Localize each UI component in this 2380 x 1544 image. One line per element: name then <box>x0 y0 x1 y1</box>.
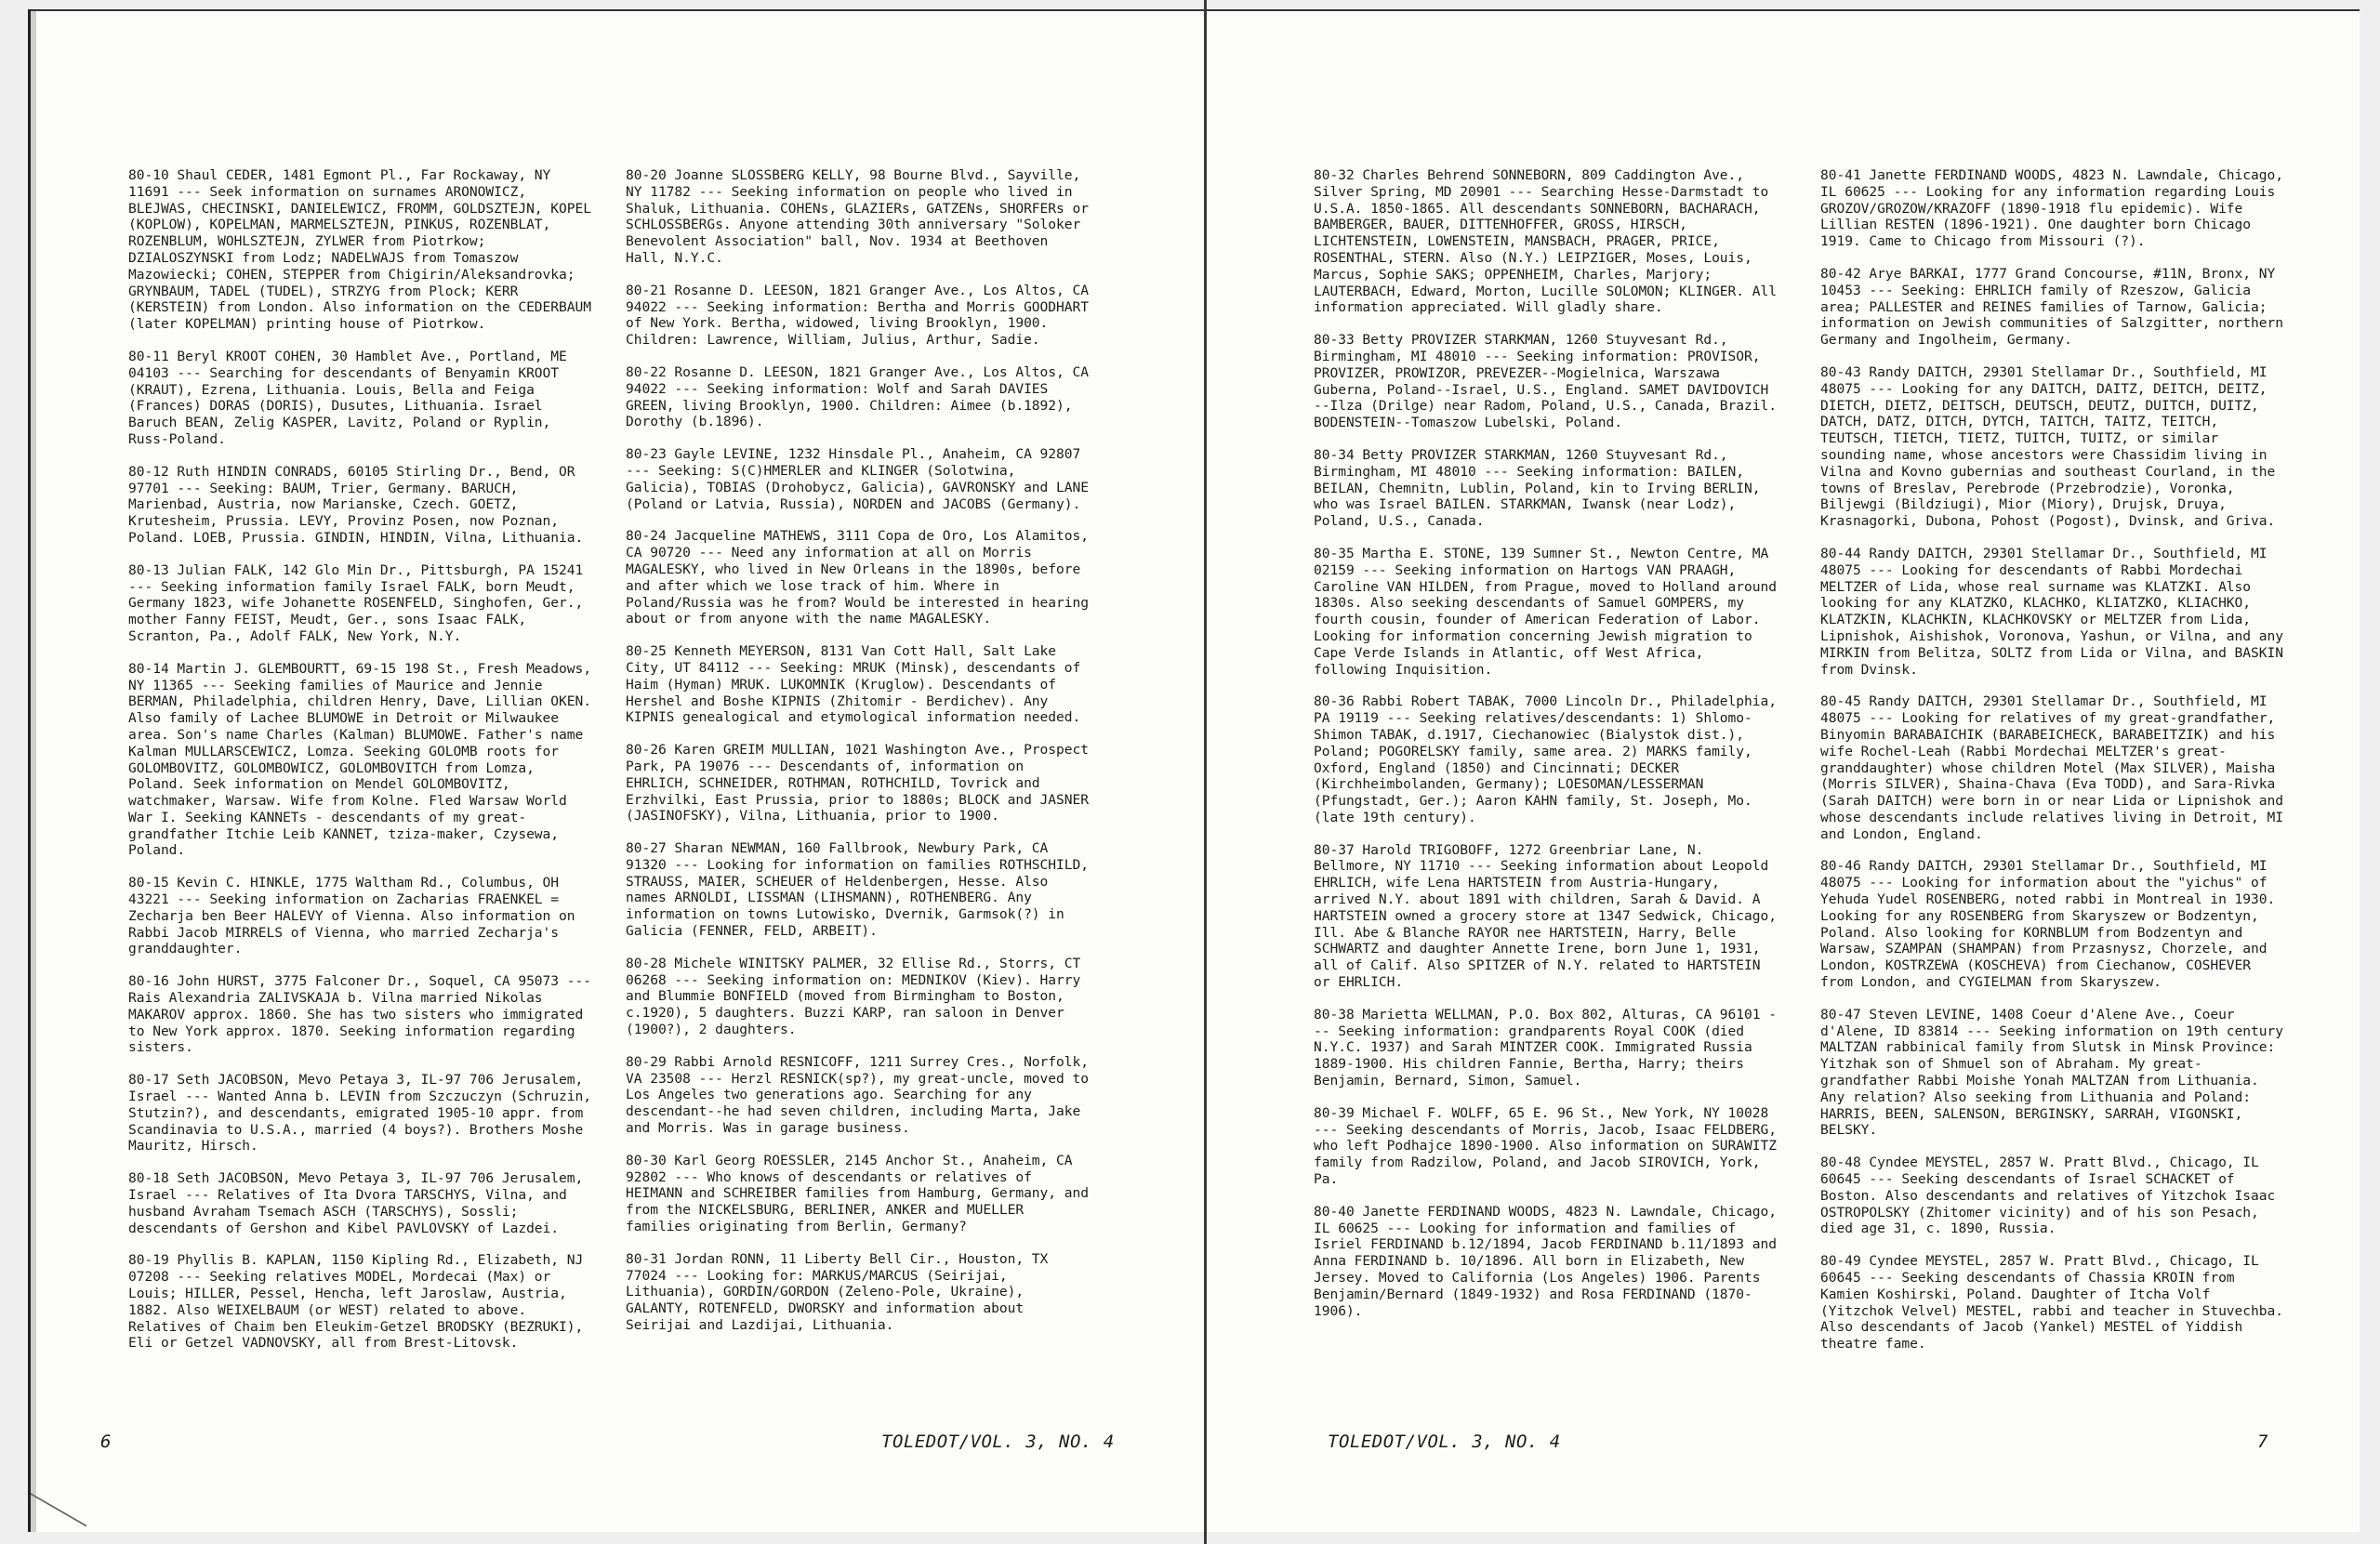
query-entry: 80-44 Randy DAITCH, 29301 Stellamar Dr., Southfield, MI 48075 --- Looking for descendants of Rabbi Mordechai MELTZER of Lida, whose real surname was KLATZKI. Also looking for any KLATZKO, KLACHKO, KLIATZKO, KLIACHKO, KLATZKIN, KLACHKIN, KLACHKOVSKY or MELTZER from Lida, Lipnishok, Aishishok, Voronova, Yashun, or Vilna, and any MIRKIN from Belitza, SOLTZ from Lida or Vilna, and BASKIN from Dvinsk. <box>1820 545 2283 678</box>
query-entry: 80-11 Beryl KROOT COHEN, 30 Hamblet Ave., Portland, ME 04103 --- Searching for descendants of Benyamin KROOT (KRAUT), Ezrena, Lithuania. Louis, Bella and Feiga (Frances) DORAS (DORIS), Dusutes, Lithuania. Israel Baruch BEAN, Zelig KASPER, Lavitz, Poland or Ryplin, Russ-Poland. <box>128 348 567 447</box>
query-entry: 80-46 Randy DAITCH, 29301 Stellamar Dr., Southfield, MI 48075 --- Looking for information about the "yichus" of Yehuda Yudel ROSENBERG, noted rabbi in Montreal in 1930. Looking for any ROSENBERG from Skaryszew or Bodzentyn, Poland. Also looking for KORNBLUM from Bodzentyn and Warsaw, SZAMPAN (SHAMPAN) from Przasnysz, Chorzele, and London, KOSTRZEWA (KOSCHEVA) from Ciechanow, COSHEVER from London, and CYGIELMAN from Skaryszew. <box>1820 858 2276 991</box>
query-entry: 80-41 Janette FERDINAND WOODS, 4823 N. Lawndale, Chicago, IL 60625 --- Looking for any information regarding Louis GROZOV/GROZOW/KRAZOFF (1890-1918 flu epidemic). Wife Lillian RESTEN (1896-1921). One daughter born Chicago 1919. Came to Chicago from Missouri (?). <box>1820 167 2283 250</box>
query-entry: 80-19 Phyllis B. KAPLAN, 1150 Kipling Rd., Elizabeth, NJ 07208 --- Seeking relatives MODEL, Mordecai (Max) or Louis; HILLER, Pessel, Hencha, left Jaroslaw, Austria, 1882. Also WEIXELBAUM (or WEST) related to above. Relatives of Chaim ben Eleukim-Getzel BRODSKY (BEZRUKI), Eli or Getzel VADNOVSKY, all from Brest-Litovsk. <box>128 1252 584 1352</box>
right-page-column-1 <box>1314 167 1783 1335</box>
left-page-column-2 <box>626 167 1095 1350</box>
running-footer: TOLEDOT/VOL. 3, NO. 4 <box>1328 1432 1561 1452</box>
query-entry: 80-43 Randy DAITCH, 29301 Stellamar Dr., Southfield, MI 48075 --- Looking for any DAITCH, DAITZ, DEITCH, DEITZ, DIETCH, DIETZ, DEITSCH, DEUTSCH, DEUTZ, DUITCH, DUITZ, DATCH, DATZ, DITCH, DYTCH, TAITCH, TAITZ, TEITCH, TEUTSCH, TIETCH, TIETZ, TUITCH, TUITZ, or similar sounding name, whose ancestors were Chassidim living in Vilna and Kovno gubernias and southeast Courland, in the towns of Breslav, Perebrode (Przebrodzie), Voronka, Biljewgi (Bildziugi), Mior (Miory), Drujsk, Druya, Krasnagorki, Dubona, Pohost (Pogost), Dvinsk, and Griva. <box>1820 363 2276 530</box>
page-curl-mark <box>31 1493 86 1532</box>
query-entry: 80-24 Jacqueline MATHEWS, 3111 Copa de Oro, Los Alamitos, CA 90720 --- Need any information at all on Morris MAGALESKY, who lived in New Orleans in the 1890s, before and after which we lose track of him. Where in Poland/Russia was he from? Would be interested in hearing about or from anyone with the name MAGALESKY. <box>626 528 1089 627</box>
query-entry: 80-47 Steven LEVINE, 1408 Coeur d'Alene Ave., Coeur d'Alene, ID 83814 --- Seeking information on 19th century MALTZAN rabbinical family from Slutsk in Minsk Province: Yitzhak son of Shmuel son of Abraham. My great-grandfather Rabbi Moishe Yonah MALTZAN from Lithuania. Any relation? Also seeking from Lithuania and Poland: HARRIS, BEEN, SALENSON, BERGINSKY, SARRAH, VIGONSKI, BELSKY. <box>1820 1006 2283 1139</box>
query-entry: 80-15 Kevin C. HINKLE, 1775 Waltham Rd., Columbus, OH 43221 --- Seeking information on Zacharias FRAENKEL = Zecharja ben Beer HALEVY of Vienna. Also information on Rabbi Jacob MIRRELS of Vienna, who married Zecharja's granddaughter. <box>128 875 575 957</box>
query-entry: 80-42 Arye BARKAI, 1777 Grand Concourse, #11N, Bronx, NY 10453 --- Seeking: EHRLICH family of Rzeszow, Galicia area; PALLESTER and REINES families of Tarnow, Galicia; information on Jewish communities of Salzgitter, northern Germany and Ingolheim, Germany. <box>1820 265 2283 349</box>
query-entry: 80-22 Rosanne D. LEESON, 1821 Granger Ave., Los Altos, CA 94022 --- Seeking information: Wolf and Sarah DAVIES GREEN, living Brooklyn, 1900. Children: Aimee (b.1892), Dorothy (b.1896). <box>626 363 1089 430</box>
query-entry: 80-10 Shaul CEDER, 1481 Egmont Pl., Far Rockaway, NY 11691 --- Seek information on surnames ARONOWICZ, BLEJWAS, CHECINSKI, DANIELEWICZ, FROMM, GOLDSZTEJN, KOPEL (KOPLOW), KOPELMAN, MARMELSZTEJN, PINKUS, ROZENBLAT, ROZENBLUM, WOHLSZTEJN, ZYLWER from Piotrkow; DZIALOSZYNSKI from Lodz; NADELWAJS from Tomaszow Mazowiecki; COHEN, STEPPER from Chigirin/Aleksandrovka; GRYNBAUM, TADEL (TUDEL), STRZYG from Plock; KERR (KERSTEIN) from London. Also information on the CEDERBAUM (later KOPELMAN) printing house of Piotrkow. <box>128 167 591 333</box>
query-entry: 80-32 Charles Behrend SONNEBORN, 809 Caddington Ave., Silver Spring, MD 20901 --- Searching Hesse-Darmstadt to U.S.A. 1850-1865. All descendants SONNEBORN, BACHARACH, BAMBERGER, BAUER, DITTENHOFFER, GROSS, HIRSCH, LICHTENSTEIN, LOWENSTEIN, MANSBACH, PRAGER, PRICE, ROSENTHAL, STERN. Also (N.Y.) LEIPZIGER, Moses, Louis, Marcus, Sophie SAKS; OPPENHEIM, Charles, Marjory; LAUTERBACH, Edward, Morton, Lucille SOLOMON; KLINGER. All information appreciated. Will gladly share. <box>1314 167 1777 316</box>
query-entry: 80-29 Rabbi Arnold RESNICOFF, 1211 Surrey Cres., Norfolk, VA 23508 --- Herzl RESNICK(sp?), my great-uncle, moved to Los Angeles two generations ago. Searching for any descendant--he had seven children, including Marta, Jake and Morris. Was in garage business. <box>626 1053 1089 1137</box>
top-rule <box>1207 9 2360 11</box>
query-entry: 80-39 Michael F. WOLFF, 65 E. 96 St., New York, NY 10028 --- Seeking descendants of Morris, Jacob, Isaac FELDBERG, who left Podhajce 1890-1900. Also information on SURAWITZ family from Radzilow, Poland, and Jacob SIROVICH, York, Pa. <box>1314 1104 1777 1188</box>
right-page <box>1207 9 2360 1532</box>
query-entry: 80-14 Martin J. GLEMBOURTT, 69-15 198 St., Fresh Meadows, NY 11365 --- Seeking families of Maurice and Jennie BERMAN, Philadelphia, children Henry, Dave, Lillian OKEN. Also family of Lachee BLUMOWE in Detroit or Milwaukee area. Son's name Charles (Kalman) BLUMOWE. Father's name Kalman MULLARSCEWICZ, Lomza. Seeking GOLOMB roots for GOLOMBOVITZ, GOLOMBOWICZ, GOLOMBOVITCH from Lomza, Poland. Seek information on Mendel GOLOMBOVITZ, watchmaker, Warsaw. Wife from Kolne. Fled Warsaw World War I. Seeking KANNETs - descendants of my great-grandfather Itchie Leib KANNET, tziza-maker, Czysewa, Poland. <box>128 660 591 859</box>
query-entry: 80-36 Rabbi Robert TABAK, 7000 Lincoln Dr., Philadelphia, PA 19119 --- Seeking relatives/descendants: 1) Shlomo-Shimon TABAK, d.1917, Ciechanowiec (Bialystok dist.), Poland; POGORELSKY family, same area. 2) MARKS family, Oxford, England (1850) and Cincinnati; DECKER (Kirchheimbolanden, Germany); LOESOMAN/LESSERMAN (Pfungstadt, Ger.); Aaron KAHN family, St. Joseph, Mo. (late 19th century). <box>1314 693 1777 825</box>
query-entry: 80-30 Karl Georg ROESSLER, 2145 Anchor St., Anaheim, CA 92802 --- Who knows of descendants or relatives of HEIMANN and SCHREIBER families from Hamburg, Germany, and from the NICKELSBURG, BERLINER, ANKER and MUELLER families originating from Berlin, Germany? <box>626 1152 1089 1235</box>
right-page-column-2 <box>1820 167 2290 1368</box>
query-entry: 80-34 Betty PROVIZER STARKMAN, 1260 Stuyvesant Rd., Birmingham, MI 48010 --- Seeking information: BAILEN, BEILAN, Chemnitn, Lublin, Poland, kin to Irving BERLIN, who was Israel BAILEN. STARKMAN, Iwansk (near Lodz), Poland, U.S., Canada. <box>1314 446 1761 530</box>
query-entry: 80-12 Ruth HINDIN CONRADS, 60105 Stirling Dr., Bend, OR 97701 --- Seeking: BAUM, Trier, Germany. BARUCH, Marienbad, Austria, now Marianske, Czech. GOETZ, Krutesheim, Prussia. LEVY, Provinz Posen, now Poznan, Poland. LOEB, Prussia. GINDIN, HINDIN, Vilna, Lithuania. <box>128 463 584 546</box>
query-entry: 80-38 Marietta WELLMAN, P.O. Box 802, Alturas, CA 96101 --- Seeking information: grandparents Royal COOK (died N.Y.C. 1937) and Sarah MINTZER COOK. Immigrated Russia 1889-1900. His children Fannie, Bertha, Harry; theirs Benjamin, Bernard, Simon, Samuel. <box>1314 1006 1777 1089</box>
query-entry: 80-23 Gayle LEVINE, 1232 Hinsdale Pl., Anaheim, CA 92807 --- Seeking: S(C)HMERLER and KLINGER (Solotwina, Galicia), TOBIAS (Drohobycz, Galicia), GAVRONSKY and LANE (Poland or Latvia, Russia), NORDEN and JACOBS (Germany). <box>626 446 1089 512</box>
page-number: 6 <box>100 1432 112 1452</box>
query-entry: 80-40 Janette FERDINAND WOODS, 4823 N. Lawndale, Chicago, IL 60625 --- Looking for information and families of Isriel FERDINAND b.12/1894, Jacob FERDINAND b.11/1893 and Anna FERDINAND b. 10/1896. All born in Elizabeth, New Jersey. Moved to California (Los Angeles) 1906. Parents Benjamin/Bernard (1849-1932) and Rosa FERDINAND (1870-1906). <box>1314 1203 1777 1319</box>
left-page-column-1 <box>128 167 598 1367</box>
query-entry: 80-49 Cyndee MEYSTEL, 2857 W. Pratt Blvd., Chicago, IL 60645 --- Seeking descendants of Chassia KROIN from Kamien Koshirski, Poland. Daughter of Itcha Volf (Yitzchok Velvel) MESTEL, rabbi and teacher in Stuvechba. Also descendants of Jacob (Yankel) MESTEL of Yiddish theatre fame. <box>1820 1253 2283 1353</box>
query-entry: 80-45 Randy DAITCH, 29301 Stellamar Dr., Southfield, MI 48075 --- Looking for relatives of my great-grandfather, Binyomin BARABAICHIK (BARABEICHECK, BARABEITZIK) and his wife Rochel-Leah (Rabbi Mordechai MELTZER's great-granddaughter) whose children Motel (Max SILVER), Maisha (Morris SILVER), Shaina-Chava (Eva TODD), and Sara-Rivka (Sarah DAITCH) were born in or near Lida or Lipnishok and whose descendants include relatives living in Detroit, MI and London, England. <box>1820 693 2283 842</box>
query-entry: 80-33 Betty PROVIZER STARKMAN, 1260 Stuyvesant Rd., Birmingham, MI 48010 --- Seeking information: PROVISOR, PROVIZER, PROWIZOR, PREVEZER--Mogielnica, Warszawa Guberna, Poland--Israel, U.S., England. SAMET DAVIDOVICH --Ilza (Drilge) near Radom, Poland, U.S., Canada, Brazil. BODENSTEIN--Tomaszow Lubelski, Poland. <box>1314 332 1777 431</box>
page-number: 7 <box>2257 1432 2268 1452</box>
query-entry: 80-16 John HURST, 3775 Falconer Dr., Soquel, CA 95073 --- Rais Alexandria ZALIVSKAJA b. Vilna married Nikolas MAKAROV approx. 1860. She has two sisters who immigrated to New York approx. 1870. Seeking information regarding sisters. <box>128 973 591 1056</box>
query-entry: 80-37 Harold TRIGOBOFF, 1272 Greenbriar Lane, N. Bellmore, NY 11710 --- Seeking information about Leopold EHRLICH, wife Lena HARTSTEIN from Austria-Hungary, arrived N.Y. about 1891 with children, Sarah & David. A HARTSTEIN owned a grocery store at 1347 Sedwick, Chicago, Ill. Abe & Blanche RAYOR nee HARTSTEIN, Harry, Belle SCHWARTZ and daughter Annette Irene, born June 1, 1931, all of Calif. Also SPITZER of N.Y. related to HARTSTEIN or EHRLICH. <box>1314 841 1777 991</box>
query-entry: 80-25 Kenneth MEYERSON, 8131 Van Cott Hall, Salt Lake City, UT 84112 --- Seeking: MRUK (Minsk), descendants of Haim (Hyman) MRUK. LUKOMNIK (Kruglow). Descendants of Hershel and Boshe KIPNIS (Zhitomir - Berdichev). Any KIPNIS genealogical and etymological information needed. <box>626 643 1081 726</box>
top-rule <box>31 9 1207 11</box>
left-page <box>28 9 1207 1532</box>
running-footer: TOLEDOT/VOL. 3, NO. 4 <box>881 1432 1115 1452</box>
query-entry: 80-28 Michele WINITSKY PALMER, 32 Ellise Rd., Storrs, CT 06268 --- Seeking information on: MEDNIKOV (Kiev). Harry and Blummie BONFIELD (moved from Birmingham to Boston, c.1920), 5 daughters. Buzzi KARP, ran saloon in Denver (1900?), 2 daughters. <box>626 955 1081 1038</box>
query-entry: 80-18 Seth JACOBSON, Mevo Petaya 3, IL-97 706 Jerusalem, Israel --- Relatives of Ita Dvora TARSCHYS, Vilna, and husband Avraham Tsemach ASCH (TARSCHYS), Sossli; descendants of Gershon and Kibel PAVLOVSKY of Lazdei. <box>128 1170 584 1236</box>
query-entry: 80-20 Joanne SLOSSBERG KELLY, 98 Bourne Blvd., Sayville, NY 11782 --- Seeking information on people who lived in Shaluk, Lithuania. COHENs, GLAZIERs, GATZENs, SHORFERs or SCHLOSSBERGs. Anyone attending 30th anniversary "Soloker Benevolent Association" ball, Nov. 1934 at Beethoven Hall, N.Y.C. <box>626 167 1089 266</box>
query-entry: 80-13 Julian FALK, 142 Glo Min Dr., Pittsburgh, PA 15241 --- Seeking information family Israel FALK, born Meudt, Germany 1823, wife Johanette ROSENFELD, Singhofen, Ger., mother Fanny FEIST, Meudt, Ger., sons Isaac FALK, Scranton, Pa., Adolf FALK, New York, N.Y. <box>128 561 584 644</box>
query-entry: 80-48 Cyndee MEYSTEL, 2857 W. Pratt Blvd., Chicago, IL 60645 --- Seeking descendants of Israel SCHACKET of Boston. Also descendants and relatives of Yitzchok Isaac OSTROPOLSKY (Zhitomer vicinity) and of his son Pesach, died age 31, c. 1890, Russia. <box>1820 1155 2276 1237</box>
query-entry: 80-17 Seth JACOBSON, Mevo Petaya 3, IL-97 706 Jerusalem, Israel --- Wanted Anna b. LEVIN from Szczuczyn (Schruzin, Stutzin?), and descendants, emigrated 1905-10 appr. from Scandinavia to U.S.A., married (4 boys?). Brothers Moshe Mauritz, Hirsch. <box>128 1072 591 1155</box>
query-entry: 80-21 Rosanne D. LEESON, 1821 Granger Ave., Los Altos, CA 94022 --- Seeking information: Bertha and Morris GOODHART of New York. Bertha, widowed, living Brooklyn, 1900. Children: Lawrence, William, Julius, Arthur, Sadie. <box>626 282 1089 349</box>
query-entry: 80-35 Martha E. STONE, 139 Sumner St., Newton Centre, MA 02159 --- Seeking information on Hartogs VAN PRAAGH, Caroline VAN HILDEN, from Prague, moved to Holland around 1830s. Also seeking descendants of Samuel GOMPERS, my fourth cousin, founder of American Federation of Labor. Looking for information concerning Jewish migration to Cape Verde Islands in Atlantic, off West Africa, following Inquisition. <box>1314 545 1777 678</box>
query-entry: 80-31 Jordan RONN, 11 Liberty Bell Cir., Houston, TX 77024 --- Looking for: MARKUS/MARCUS (Seirijai, Lithuania), GORDIN/GORDON (Zeleno-Pole, Ukraine), GALANTY, ROTENFELD, DWORSKY and information about Seirijai and Lazdijai, Lithuania. <box>626 1250 1049 1334</box>
query-entry: 80-26 Karen GREIM MULLIAN, 1021 Washington Ave., Prospect Park, PA 19076 --- Descendants of, information on EHRLICH, SCHNEIDER, ROTHMAN, ROTHCHILD, Tovrick and Erzhvilki, East Prussia, prior to 1880s; BLOCK and JASNER (JASINOFSKY), Vilna, Lithuania, prior to 1900. <box>626 742 1089 825</box>
query-entry: 80-27 Sharan NEWMAN, 160 Fallbrook, Newbury Park, CA 91320 --- Looking for information on families ROTHSCHILD, STRAUSS, MAIER, SCHEUER of Heldenbergen, Hesse. Also names ARNOLDI, LISSMAN (LIHSMANN), ROTHENBERG. Any information on towns Lutowisko, Dvernik, Garmsok(?) in Galicia (FENNER, FELD, ARBEIT). <box>626 840 1089 940</box>
